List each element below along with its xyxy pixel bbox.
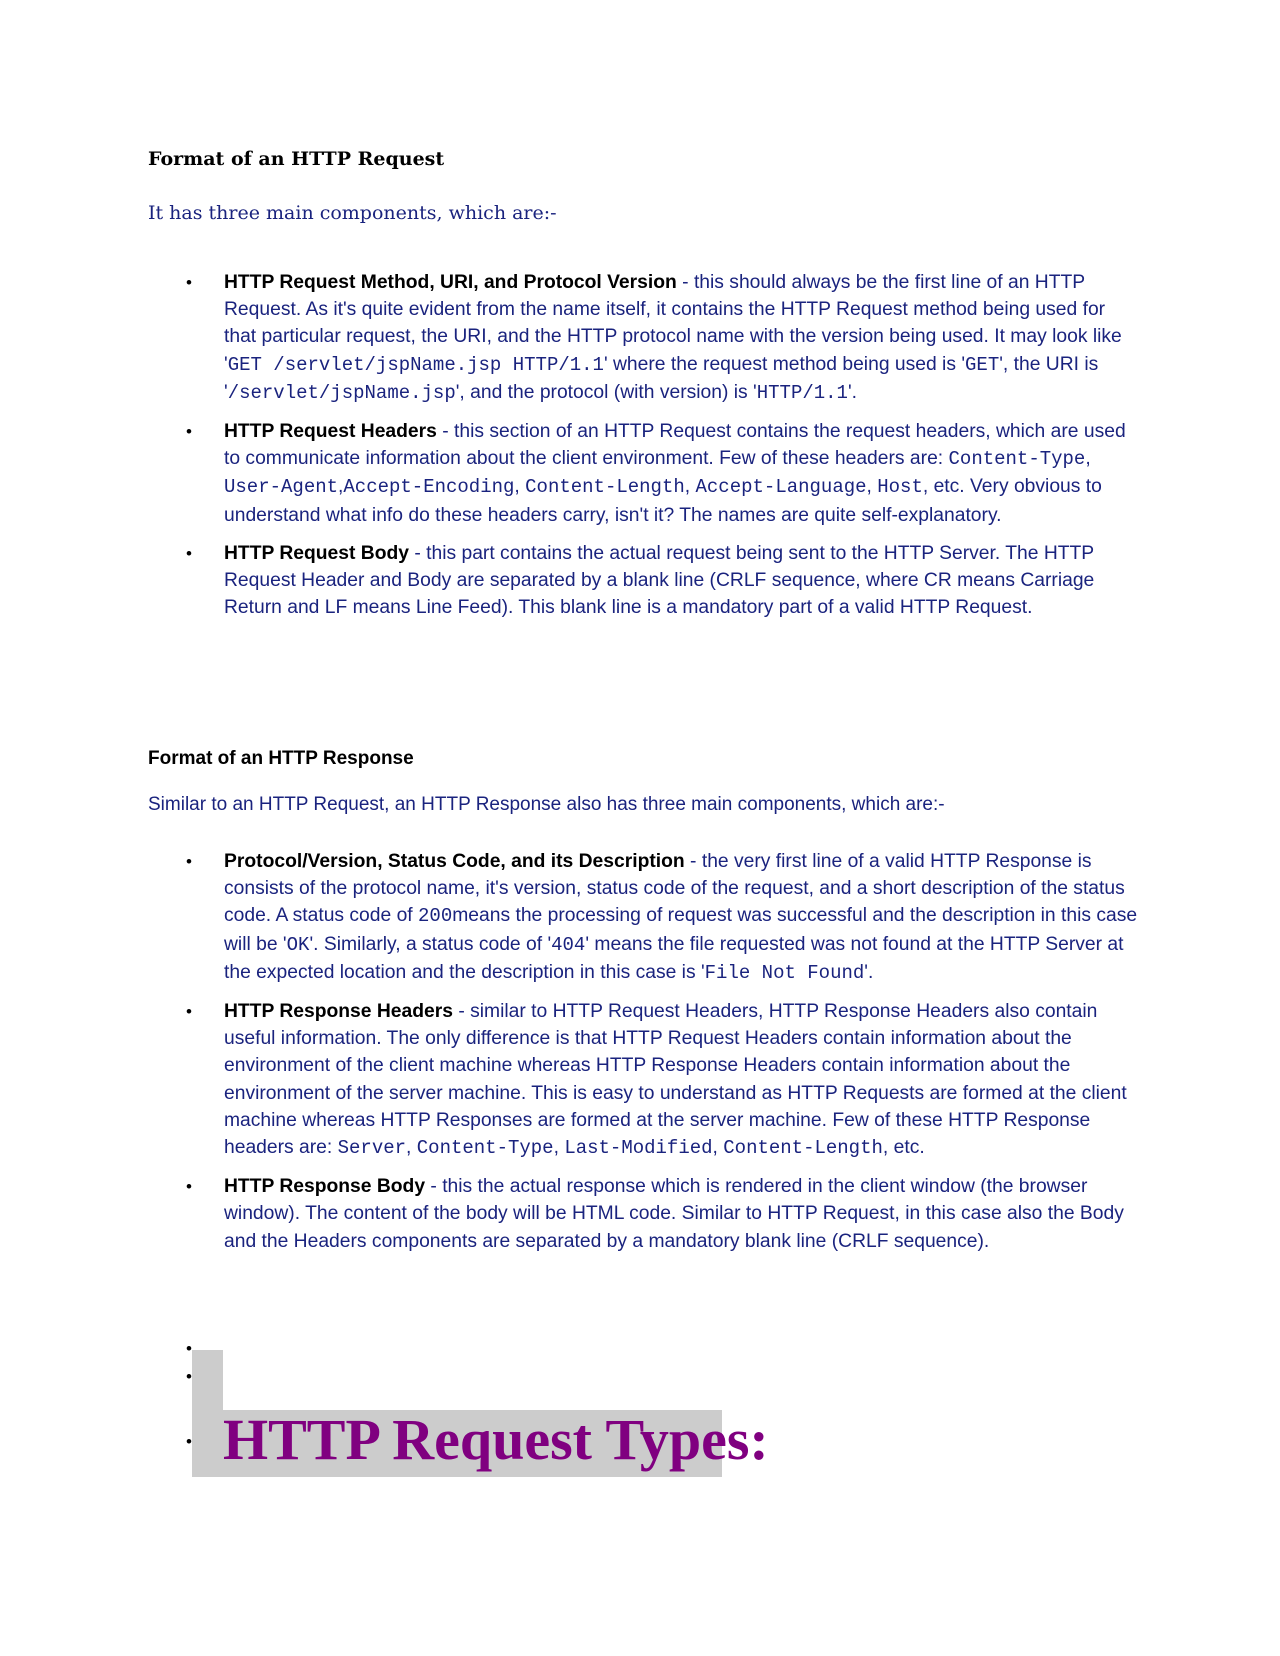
code-snippet: Accept-Language <box>695 476 867 499</box>
bullet-icon: • <box>186 422 192 442</box>
bullet-icon: • <box>186 852 192 871</box>
code-snippet: Content-Type <box>416 1137 554 1160</box>
code-snippet: Content-Length <box>723 1137 883 1160</box>
item-text: , <box>406 1137 417 1159</box>
code-snippet: Last-Modified <box>564 1137 713 1160</box>
item-text: ', and the protocol (with version) is ' <box>455 381 757 403</box>
code-snippet: Content-Length <box>525 476 685 499</box>
code-snippet: File Not Found <box>704 961 865 984</box>
item-text: , <box>514 476 526 498</box>
code-snippet: Content-Type <box>948 448 1086 471</box>
item-title: HTTP Request Body <box>224 542 409 564</box>
code-snippet: Host <box>877 476 923 499</box>
item-text: - this the actual response which is rendered in the client window (the browser window). The content of the body will be HTML code. Similar to HTTP Request, in this case also the Body and the Headers components are separated by a mandatory blank line (CRLF sequence). <box>224 1176 1124 1252</box>
item-text: , <box>684 476 696 498</box>
item-text: means the processing of request was successful and the description in this case will be ' <box>224 905 1138 955</box>
bullet-icon: • <box>186 1339 192 1358</box>
code-snippet: 200 <box>418 905 453 928</box>
list-item-request-body <box>148 540 1138 622</box>
response-format-heading: Format of an HTTP Response <box>148 748 414 769</box>
code-snippet: HTTP/1.1 <box>756 381 848 404</box>
item-text: , <box>866 476 878 498</box>
bullet-icon: • <box>186 1367 192 1386</box>
item-title: Protocol/Version, Status Code, and its Description <box>224 851 685 872</box>
bullet-icon: • <box>186 1177 192 1197</box>
item-text: - this should always be the first line of an HTTP Request. As it's quite evident from the name itself, it contains the HTTP Request method being used for that particular request, the URI, and the HTTP protocol name with the version being used. It may look like ' <box>224 272 1122 375</box>
response-intro: Similar to an HTTP Request, an HTTP Response also has three main components, which are:- <box>148 794 945 815</box>
request-types-heading: HTTP Request Types: <box>223 1407 769 1472</box>
item-text: , <box>712 1137 724 1159</box>
item-text: - this part contains the actual request being sent to the HTTP Server. The HTTP Request Header and Body are separated by a blank line (CRLF sequence, where CR means Carriage Return and LF means Line Feed). This blank line is a mandatory part of a valid HTTP Request. <box>224 542 1095 619</box>
bullet-icon: • <box>186 1432 192 1451</box>
item-text: '. <box>864 961 874 983</box>
list-item-status-line <box>148 848 1138 987</box>
item-text: , <box>553 1137 565 1159</box>
code-snippet: User-Agent <box>224 476 339 499</box>
code-snippet: OK <box>286 933 310 956</box>
bullet-icon: • <box>186 1002 192 1022</box>
code-snippet: Accept-Encoding <box>343 476 515 499</box>
list-item-response-headers <box>148 998 1138 1162</box>
response-components-list <box>148 848 1138 1255</box>
item-title: HTTP Response Headers <box>224 1001 453 1023</box>
code-snippet: GET /servlet/jspName.jsp HTTP/1.1 <box>227 353 604 376</box>
code-snippet: 404 <box>551 933 586 956</box>
bullet-icon: • <box>186 273 192 292</box>
list-item-request-line <box>148 269 1138 407</box>
code-snippet: GET <box>965 353 1000 376</box>
list-item-request-headers <box>148 418 1138 529</box>
bullet-icon: • <box>186 543 192 563</box>
item-text: '. Similarly, a status code of ' <box>309 933 552 955</box>
item-text: - this section of an HTTP Request contains the request headers, which are used to communicate information about the client environment. Few of these headers are: <box>224 421 1126 470</box>
item-title: HTTP Response Body <box>224 1176 426 1198</box>
item-text: , <box>338 476 344 498</box>
highlight-block <box>192 1350 223 1410</box>
item-title: HTTP Request Method, URI, and Protocol Version <box>224 272 677 293</box>
item-title: HTTP Request Headers <box>224 421 437 443</box>
item-text: '. <box>847 381 857 403</box>
code-snippet: Server <box>337 1137 407 1160</box>
item-text: , <box>1085 448 1091 470</box>
list-item-response-body <box>148 1173 1138 1255</box>
item-text: ' means the file requested was not found at the HTTP Server at the expected location and the description in this case is ' <box>224 933 1124 983</box>
item-text: , etc. <box>882 1137 925 1159</box>
request-format-heading: Format of an HTTP Request <box>148 148 445 170</box>
request-intro: It has three main components, which are:- <box>148 202 557 224</box>
code-snippet: /servlet/jspName.jsp <box>227 381 456 404</box>
item-text: ', the URI is ' <box>224 353 1099 403</box>
item-text: - the very first line of a valid HTTP Response is consists of the protocol name, it's version, status code of the request, and a short description of the status code. A status code of <box>224 851 1125 927</box>
item-text: , etc. Very obvious to understand what info do these headers carry, isn't it? The names are quite self-explanatory. <box>224 476 1102 526</box>
item-text: - similar to HTTP Request Headers, HTTP Response Headers also contain useful information. The only difference is that HTTP Request Headers contain information about the environment of the client machine whereas HTTP Response Headers contain information about the environment of the server machine. This is easy to understand as HTTP Requests are formed at the client machine whereas HTTP Responses are formed at the server machine. Few of these HTTP Response headers are: <box>224 1001 1127 1159</box>
request-components-list <box>148 269 1138 621</box>
item-text: ' where the request method being used is ' <box>603 353 966 375</box>
